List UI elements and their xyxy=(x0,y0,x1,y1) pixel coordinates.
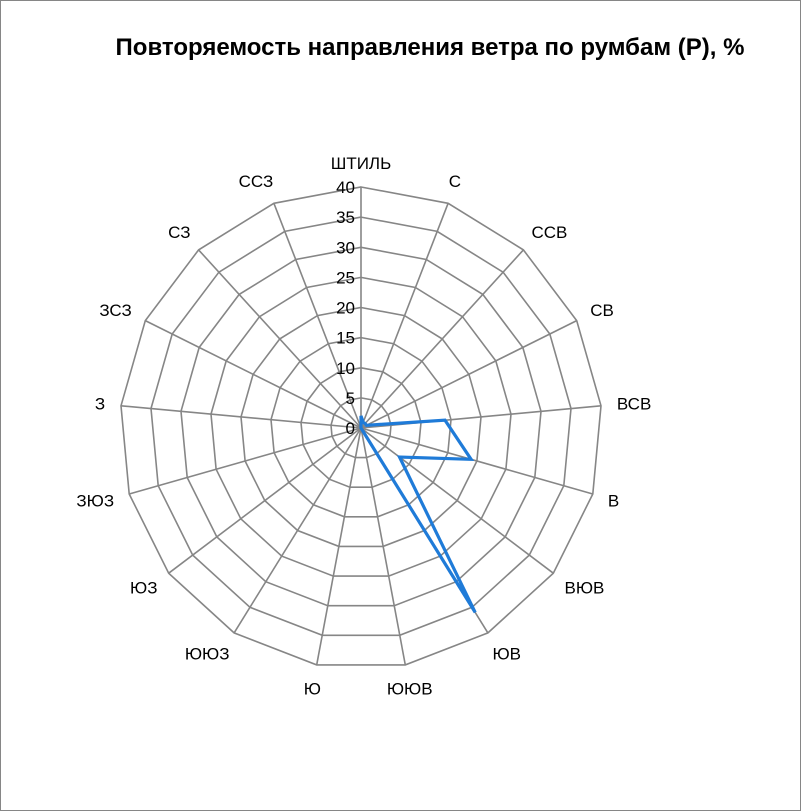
radial-tick-label: 10 xyxy=(336,358,355,378)
category-label: В xyxy=(607,491,620,511)
radial-tick-label: 35 xyxy=(336,208,355,228)
category-label: ВСВ xyxy=(616,394,652,414)
category-label: ЗЮЗ xyxy=(76,491,115,511)
category-label: ЗСЗ xyxy=(99,300,132,320)
category-label: З xyxy=(94,394,106,414)
radial-tick-label: 0 xyxy=(345,419,355,438)
category-label: ЮЗ xyxy=(130,578,158,598)
radial-tick-label: 25 xyxy=(336,268,355,288)
category-label: ССЗ xyxy=(238,171,274,191)
category-label: ШТИЛЬ xyxy=(330,154,392,173)
category-label: ЮВ xyxy=(492,644,522,664)
radial-tick-label: 30 xyxy=(336,238,355,258)
radial-tick-label: 15 xyxy=(336,328,355,348)
category-label: С xyxy=(448,171,461,191)
radial-tick-label: 5 xyxy=(345,388,355,408)
category-label: ССВ xyxy=(531,223,568,243)
category-label: СЗ xyxy=(168,223,191,243)
category-label: ЮЮЗ xyxy=(184,644,230,664)
category-label: Ю xyxy=(303,679,321,699)
radial-tick-label: 40 xyxy=(336,178,355,197)
category-label: ВЮВ xyxy=(564,578,605,598)
radial-tick-label: 20 xyxy=(336,298,355,318)
chart-title: Повторяемость направления ветра по румбам (Р), % xyxy=(115,34,745,61)
radial-axis-ticks xyxy=(336,178,355,438)
category-label: ЮЮВ xyxy=(386,679,433,699)
category-label: СВ xyxy=(590,300,614,320)
